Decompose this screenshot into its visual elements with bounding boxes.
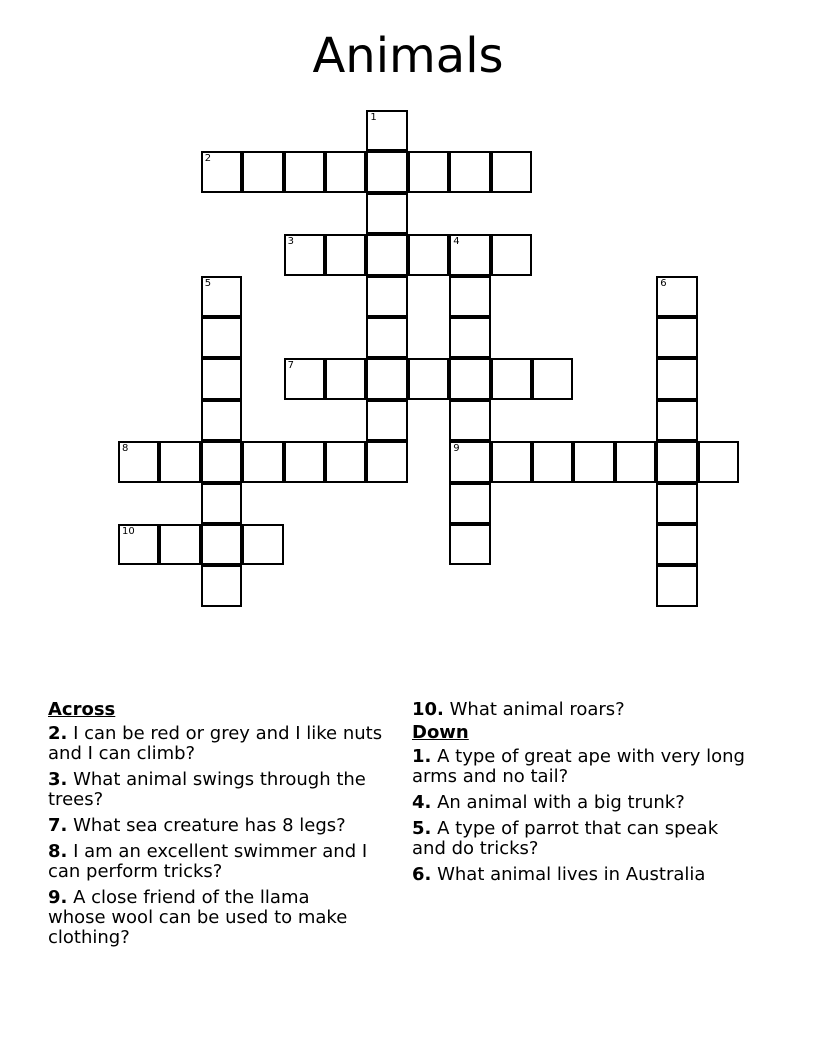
grid-cell[interactable] bbox=[201, 441, 242, 482]
grid-cell[interactable] bbox=[656, 358, 697, 399]
grid-cell[interactable] bbox=[449, 151, 490, 192]
grid-cell[interactable] bbox=[449, 400, 490, 441]
grid-cell[interactable] bbox=[284, 358, 325, 399]
cell-number: 8 bbox=[122, 443, 129, 455]
clues-left-column bbox=[48, 700, 393, 954]
grid-cell[interactable] bbox=[366, 110, 407, 151]
cell-number: 2 bbox=[204, 153, 212, 165]
grid-cell[interactable] bbox=[449, 358, 490, 399]
down-heading: Down bbox=[412, 722, 469, 743]
grid-cell[interactable] bbox=[201, 276, 242, 317]
grid-cell[interactable] bbox=[118, 524, 159, 565]
grid-cell[interactable] bbox=[325, 441, 366, 482]
grid-cell[interactable] bbox=[366, 276, 407, 317]
grid-cell[interactable] bbox=[284, 234, 325, 275]
cell-number: 3 bbox=[287, 236, 294, 248]
cell-number: 6 bbox=[660, 277, 667, 289]
grid-cell[interactable] bbox=[201, 317, 242, 358]
grid-cell[interactable] bbox=[449, 234, 490, 275]
clue-down-6: 6. What animal lives in Australia bbox=[412, 864, 706, 885]
grid-cell[interactable] bbox=[118, 441, 159, 482]
grid-cell[interactable] bbox=[366, 151, 407, 192]
grid-cell[interactable] bbox=[408, 358, 449, 399]
grid-cell[interactable] bbox=[284, 441, 325, 482]
cell-number: 10 bbox=[122, 526, 135, 537]
grid-cell[interactable] bbox=[201, 565, 242, 606]
cell-number: 5 bbox=[204, 277, 212, 289]
clue-across-7: 7. What sea creature has 8 legs? bbox=[48, 815, 346, 836]
clue-down-1: 1. A type of great ape with very long arms and no tail? bbox=[412, 746, 745, 787]
grid-cell[interactable] bbox=[159, 524, 200, 565]
grid-cell[interactable] bbox=[159, 441, 200, 482]
cell-number: 7 bbox=[287, 360, 294, 372]
grid-cell[interactable] bbox=[449, 441, 490, 482]
clues-right-column bbox=[412, 700, 752, 891]
clue-across-8: 8. I am an excellent swimmer and I can perform tricks? bbox=[48, 841, 368, 882]
grid-cell[interactable] bbox=[366, 193, 407, 234]
grid-cell[interactable] bbox=[656, 441, 697, 482]
cell-number: 9 bbox=[453, 443, 460, 455]
grid-cell[interactable] bbox=[201, 524, 242, 565]
grid-cell[interactable] bbox=[532, 358, 573, 399]
grid-cell[interactable] bbox=[532, 441, 573, 482]
grid-cell[interactable] bbox=[366, 441, 407, 482]
grid-cell[interactable] bbox=[366, 400, 407, 441]
grid-cell[interactable] bbox=[201, 483, 242, 524]
grid-cell[interactable] bbox=[201, 151, 242, 192]
grid-cell[interactable] bbox=[449, 524, 490, 565]
grid-cell[interactable] bbox=[491, 234, 532, 275]
grid-cell[interactable] bbox=[449, 483, 490, 524]
grid-cell[interactable] bbox=[366, 358, 407, 399]
grid-cell[interactable] bbox=[325, 234, 366, 275]
grid-cell[interactable] bbox=[615, 441, 656, 482]
grid-cell[interactable] bbox=[284, 151, 325, 192]
grid-cell[interactable] bbox=[656, 524, 697, 565]
across-heading: Across bbox=[48, 699, 116, 720]
grid-cell[interactable] bbox=[325, 151, 366, 192]
grid-cell[interactable] bbox=[242, 151, 283, 192]
grid-cell[interactable] bbox=[656, 317, 697, 358]
grid-cell[interactable] bbox=[656, 565, 697, 606]
grid-cell[interactable] bbox=[698, 441, 739, 482]
grid-cell[interactable] bbox=[656, 400, 697, 441]
cell-number: 4 bbox=[453, 236, 460, 248]
grid-cell[interactable] bbox=[325, 358, 366, 399]
clue-across-10: 10. What animal roars? bbox=[412, 699, 625, 720]
grid-cell[interactable] bbox=[408, 234, 449, 275]
grid-cell[interactable] bbox=[242, 441, 283, 482]
grid-cell[interactable] bbox=[201, 358, 242, 399]
cell-number: 1 bbox=[370, 112, 377, 123]
grid-cell[interactable] bbox=[656, 483, 697, 524]
grid-cell[interactable] bbox=[366, 317, 407, 358]
grid-cell[interactable] bbox=[491, 441, 532, 482]
grid-cell[interactable] bbox=[242, 524, 283, 565]
clue-across-9: 9. A close friend of the llama whose wool can be used to make clothing? bbox=[48, 887, 348, 948]
grid-cell[interactable] bbox=[573, 441, 614, 482]
clue-down-5: 5. A type of parrot that can speak and do tricks? bbox=[412, 818, 719, 859]
grid-cell[interactable] bbox=[201, 400, 242, 441]
grid-cell[interactable] bbox=[366, 234, 407, 275]
grid-cell[interactable] bbox=[449, 276, 490, 317]
grid-cell[interactable] bbox=[408, 151, 449, 192]
clue-down-4: 4. An animal with a big trunk? bbox=[412, 792, 685, 813]
puzzle-title: Animals bbox=[312, 28, 504, 84]
grid-cell[interactable] bbox=[491, 151, 532, 192]
clue-across-3: 3. What animal swings through the trees? bbox=[48, 769, 366, 810]
grid-cell[interactable] bbox=[449, 317, 490, 358]
grid-cell[interactable] bbox=[491, 358, 532, 399]
clue-across-2: 2. I can be red or grey and I like nuts and I can climb? bbox=[48, 723, 383, 764]
grid-cell[interactable] bbox=[656, 276, 697, 317]
